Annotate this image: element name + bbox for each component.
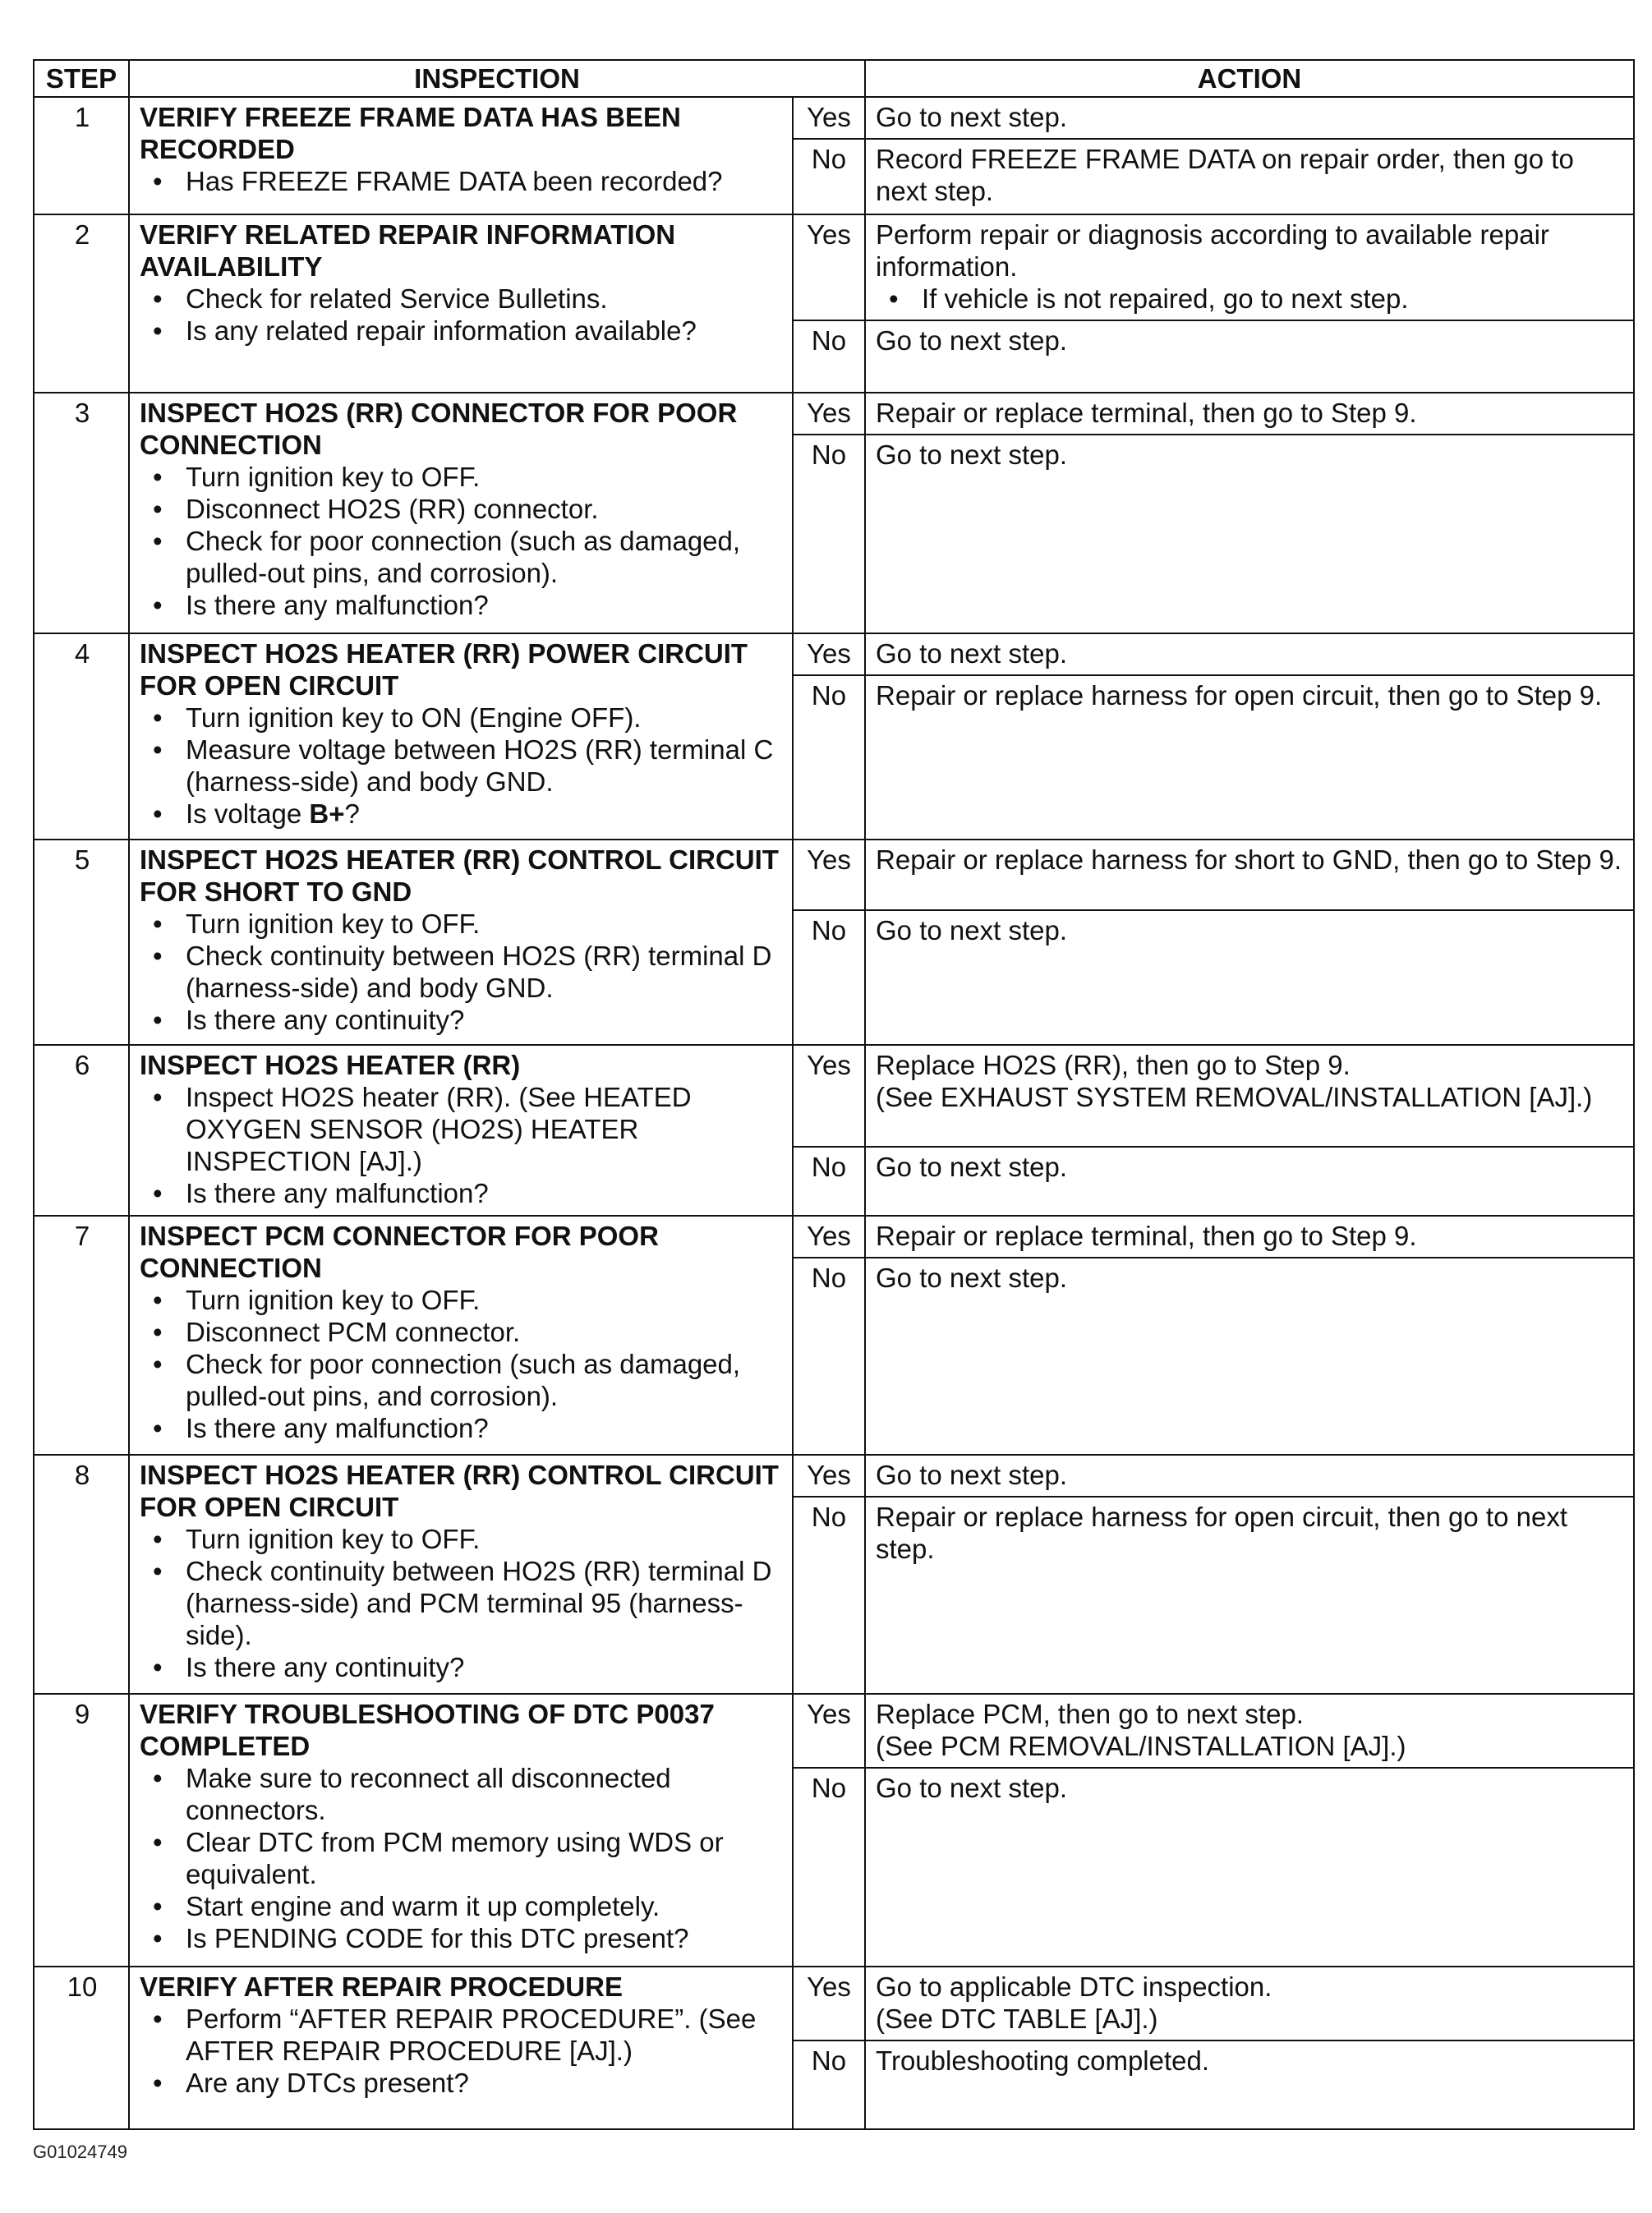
action-yes — [865, 1967, 1634, 2040]
inspection-title: INSPECT HO2S HEATER (RR) CONTROL CIRCUIT FOR OPEN CIRCUIT — [140, 1460, 779, 1522]
inspection-bullet: • Check continuity between HO2S (RR) terminal D (harness-side) and body GND. — [140, 940, 784, 1004]
inspection-cell — [129, 1216, 793, 1455]
action-sub-bullet: • If vehicle is not repaired, go to next step. — [876, 283, 1625, 315]
document-id: G01024749 — [33, 2142, 127, 2162]
action-line: Go to next step. — [876, 1263, 1067, 1293]
action-line: (See DTC TABLE [AJ].) — [876, 2004, 1158, 2034]
answer-yes: Yes — [793, 1967, 865, 2040]
inspection-bullet: • Perform “AFTER REPAIR PROCEDURE”. (See AFTER REPAIR PROCEDURE [AJ].) — [140, 2003, 784, 2067]
action-no — [865, 1147, 1634, 1216]
action-line: Troubleshooting completed. — [876, 2045, 1210, 2076]
action-line: Go to next step. — [876, 102, 1067, 132]
answer-no: No — [793, 139, 865, 214]
action-line: Perform repair or diagnosis according to available repair information. — [876, 219, 1549, 282]
action-line: Repair or replace harness for open circuit, then go to next step. — [876, 1502, 1567, 1564]
inspection-bullets — [140, 1523, 784, 1683]
action-yes — [865, 1216, 1634, 1258]
table-row — [34, 393, 1634, 435]
step-number: 10 — [34, 1967, 129, 2129]
inspection-bullets — [140, 1284, 784, 1444]
inspection-bullet: • Start engine and warm it up completely. — [140, 1890, 784, 1922]
inspection-cell — [129, 214, 793, 393]
action-yes — [865, 1045, 1634, 1147]
header-inspection: INSPECTION — [129, 60, 865, 97]
inspection-bullets — [140, 165, 784, 197]
table-row — [34, 1694, 1634, 1768]
table-row — [34, 1455, 1634, 1497]
answer-yes: Yes — [793, 840, 865, 910]
inspection-bullets — [140, 702, 784, 830]
table-row — [34, 1045, 1634, 1147]
inspection-bullet: • Disconnect HO2S (RR) connector. — [140, 493, 784, 525]
inspection-title: VERIFY FREEZE FRAME DATA HAS BEEN RECORDED — [140, 102, 681, 164]
action-no — [865, 1497, 1634, 1694]
header-step: STEP — [34, 60, 129, 97]
action-yes — [865, 393, 1634, 435]
inspection-bullet: • Make sure to reconnect all disconnected connectors. — [140, 1762, 784, 1826]
inspection-bullet: • Is any related repair information available? — [140, 315, 784, 347]
inspection-bullet: • Check for related Service Bulletins. — [140, 283, 784, 315]
emphasis-text: B+ — [309, 798, 345, 829]
action-line: Repair or replace harness for open circuit, then go to Step 9. — [876, 680, 1603, 711]
action-line: Go to next step. — [876, 1773, 1067, 1803]
step-number: 2 — [34, 214, 129, 393]
inspection-bullet: • Inspect HO2S heater (RR). (See HEATED OXYGEN SENSOR (HO2S) HEATER INSPECTION [AJ].) — [140, 1081, 784, 1177]
inspection-bullet: • Turn ignition key to OFF. — [140, 461, 784, 493]
action-no — [865, 675, 1634, 840]
answer-no: No — [793, 1768, 865, 1967]
step-number: 5 — [34, 840, 129, 1045]
inspection-title: INSPECT HO2S HEATER (RR) POWER CIRCUIT FOR OPEN CIRCUIT — [140, 638, 748, 701]
inspection-bullet: • Is voltage B+? — [140, 798, 784, 830]
answer-yes: Yes — [793, 97, 865, 139]
action-line: Replace PCM, then go to next step. — [876, 1699, 1304, 1729]
action-line: Record FREEZE FRAME DATA on repair order, then go to next step. — [876, 144, 1574, 206]
action-line: Go to next step. — [876, 1152, 1067, 1182]
step-number: 9 — [34, 1694, 129, 1967]
inspection-bullets — [140, 1762, 784, 1954]
inspection-bullet: • Turn ignition key to OFF. — [140, 1284, 784, 1316]
inspection-cell — [129, 840, 793, 1045]
table-body — [34, 97, 1634, 2129]
inspection-bullet: • Turn ignition key to OFF. — [140, 1523, 784, 1555]
table-row — [34, 1967, 1634, 2040]
action-yes — [865, 840, 1634, 910]
answer-no: No — [793, 1147, 865, 1216]
table-row — [34, 214, 1634, 320]
answer-no: No — [793, 1258, 865, 1455]
action-no — [865, 2040, 1634, 2129]
answer-no: No — [793, 2040, 865, 2129]
inspection-bullet: • Measure voltage between HO2S (RR) terminal C (harness-side) and body GND. — [140, 734, 784, 798]
table-row — [34, 840, 1634, 910]
answer-yes: Yes — [793, 1694, 865, 1768]
action-line: Repair or replace harness for short to GND, then go to Step 9. — [876, 844, 1622, 875]
action-line: Go to next step. — [876, 439, 1067, 470]
step-number: 1 — [34, 97, 129, 214]
inspection-bullet: • Are any DTCs present? — [140, 2067, 784, 2099]
action-line: Replace HO2S (RR), then go to Step 9. — [876, 1050, 1351, 1080]
action-line: Go to next step. — [876, 325, 1067, 356]
action-yes — [865, 1455, 1634, 1497]
inspection-cell — [129, 1455, 793, 1694]
step-number: 8 — [34, 1455, 129, 1694]
action-no — [865, 139, 1634, 214]
action-no — [865, 435, 1634, 633]
inspection-bullet: • Is there any malfunction? — [140, 589, 784, 621]
inspection-cell — [129, 1967, 793, 2129]
step-number: 7 — [34, 1216, 129, 1455]
inspection-cell — [129, 1694, 793, 1967]
action-yes — [865, 97, 1634, 139]
inspection-bullet: • Check for poor connection (such as damaged, pulled-out pins, and corrosion). — [140, 1348, 784, 1412]
inspection-title: VERIFY AFTER REPAIR PROCEDURE — [140, 1971, 623, 2002]
inspection-bullets — [140, 1081, 784, 1209]
answer-yes: Yes — [793, 1455, 865, 1497]
answer-no: No — [793, 1497, 865, 1694]
inspection-title: INSPECT HO2S HEATER (RR) — [140, 1050, 521, 1080]
answer-yes: Yes — [793, 633, 865, 675]
action-no — [865, 1258, 1634, 1455]
answer-no: No — [793, 910, 865, 1045]
inspection-cell — [129, 97, 793, 214]
table-row — [34, 97, 1634, 139]
action-yes — [865, 1694, 1634, 1768]
inspection-title: VERIFY RELATED REPAIR INFORMATION AVAILABILITY — [140, 219, 676, 282]
action-no — [865, 320, 1634, 393]
inspection-bullet: • Disconnect PCM connector. — [140, 1316, 784, 1348]
answer-yes: Yes — [793, 393, 865, 435]
inspection-bullet: • Turn ignition key to ON (Engine OFF). — [140, 702, 784, 734]
action-line: Go to applicable DTC inspection. — [876, 1971, 1272, 2002]
inspection-bullet: • Check for poor connection (such as damaged, pulled-out pins, and corrosion). — [140, 525, 784, 589]
inspection-bullet: • Is there any continuity? — [140, 1651, 784, 1683]
inspection-bullets — [140, 2003, 784, 2099]
inspection-bullets — [140, 461, 784, 621]
table-header-row — [34, 60, 1634, 97]
answer-no: No — [793, 675, 865, 840]
inspection-bullet: • Check continuity between HO2S (RR) terminal D (harness-side) and PCM terminal 95 (harness-side). — [140, 1555, 784, 1651]
inspection-bullet: • Is there any continuity? — [140, 1004, 784, 1036]
step-number: 4 — [34, 633, 129, 840]
inspection-bullets — [140, 908, 784, 1036]
answer-no: No — [793, 435, 865, 633]
inspection-bullet: • Has FREEZE FRAME DATA been recorded? — [140, 165, 784, 197]
inspection-bullets — [140, 283, 784, 347]
step-number: 6 — [34, 1045, 129, 1216]
answer-yes: Yes — [793, 214, 865, 320]
inspection-title: VERIFY TROUBLESHOOTING OF DTC P0037 COMPLETED — [140, 1699, 715, 1761]
answer-no: No — [793, 320, 865, 393]
action-line: Repair or replace terminal, then go to Step 9. — [876, 1221, 1417, 1251]
troubleshooting-table — [33, 59, 1635, 2130]
answer-yes: Yes — [793, 1045, 865, 1147]
action-line: Go to next step. — [876, 1460, 1067, 1490]
action-no — [865, 910, 1634, 1045]
action-no — [865, 1768, 1634, 1967]
inspection-title: INSPECT HO2S (RR) CONNECTOR FOR POOR CONNECTION — [140, 398, 738, 460]
action-line: Go to next step. — [876, 638, 1067, 669]
answer-yes: Yes — [793, 1216, 865, 1258]
inspection-title: INSPECT PCM CONNECTOR FOR POOR CONNECTION — [140, 1221, 659, 1283]
step-number: 3 — [34, 393, 129, 633]
action-line: (See EXHAUST SYSTEM REMOVAL/INSTALLATION [AJ].) — [876, 1082, 1593, 1112]
table-row — [34, 1216, 1634, 1258]
table-row — [34, 633, 1634, 675]
inspection-bullet: • Clear DTC from PCM memory using WDS or equivalent. — [140, 1826, 784, 1890]
inspection-bullet: • Is PENDING CODE for this DTC present? — [140, 1922, 784, 1954]
action-line: (See PCM REMOVAL/INSTALLATION [AJ].) — [876, 1731, 1406, 1761]
inspection-title: INSPECT HO2S HEATER (RR) CONTROL CIRCUIT FOR SHORT TO GND — [140, 844, 779, 907]
inspection-bullet: • Is there any malfunction? — [140, 1177, 784, 1209]
action-yes — [865, 214, 1634, 320]
inspection-bullet: • Turn ignition key to OFF. — [140, 908, 784, 940]
action-line: Repair or replace terminal, then go to Step 9. — [876, 398, 1417, 428]
inspection-cell — [129, 633, 793, 840]
action-yes — [865, 633, 1634, 675]
header-action: ACTION — [865, 60, 1634, 97]
inspection-cell — [129, 393, 793, 633]
action-line: Go to next step. — [876, 915, 1067, 945]
inspection-bullet: • Is there any malfunction? — [140, 1412, 784, 1444]
inspection-cell — [129, 1045, 793, 1216]
